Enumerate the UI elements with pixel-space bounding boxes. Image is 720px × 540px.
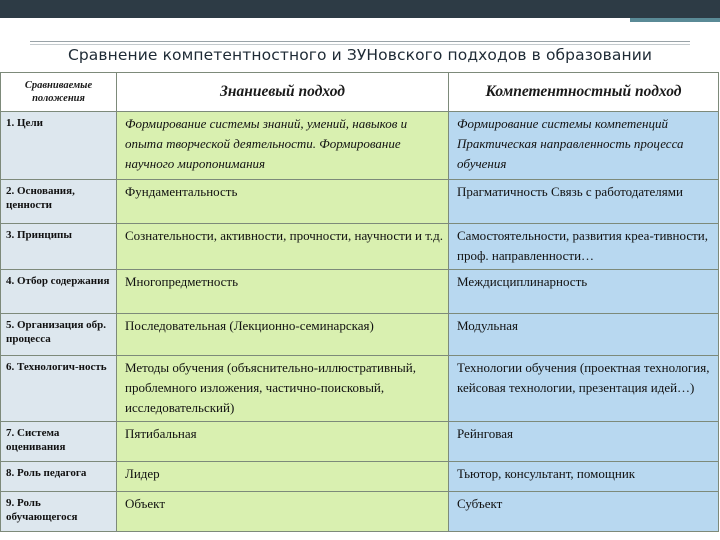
row-competence-cell: Междисциплинарность — [449, 270, 719, 314]
row-knowledge-cell: Последовательная (Лекционно-семинарская) — [117, 314, 449, 356]
row-competence-cell: Формирование системы компетенций Практическая направленность процесса обучения — [449, 112, 719, 180]
row-knowledge-cell: Сознательности, активности, прочности, научности и т.д. — [117, 224, 449, 270]
table-row — [1, 270, 719, 314]
row-criterion: 6. Технологич-ность — [1, 356, 117, 422]
table-row — [1, 422, 719, 462]
table-row — [1, 314, 719, 356]
table-row — [1, 224, 719, 270]
title-rule-secondary — [30, 44, 690, 45]
title-rule — [30, 41, 690, 42]
row-knowledge-cell: Методы обучения (объяснительно-иллюстративный, проблемного изложения, частично-поисковый, исследовательский) — [117, 356, 449, 422]
row-criterion: 4. Отбор содержания — [1, 270, 117, 314]
row-competence-cell: Субъект — [449, 492, 719, 532]
row-criterion: 1. Цели — [1, 112, 117, 180]
row-competence-cell: Тьютор, консультант, помощник — [449, 462, 719, 492]
header-competence-approach: Компетентностный подход — [449, 73, 719, 112]
table-row — [1, 356, 719, 422]
table-row — [1, 112, 719, 180]
row-competence-cell: Прагматичность Связь с работодателями — [449, 180, 719, 224]
row-competence-cell: Самостоятельности, развития креа-тивности, проф. направленности… — [449, 224, 719, 270]
row-competence-cell: Модульная — [449, 314, 719, 356]
row-criterion: 7. Система оценивания — [1, 422, 117, 462]
row-knowledge-cell: Объект — [117, 492, 449, 532]
row-knowledge-cell: Пятибальная — [117, 422, 449, 462]
table-row — [1, 492, 719, 532]
row-criterion: 3. Принципы — [1, 224, 117, 270]
top-accent-stripe — [630, 18, 720, 22]
row-knowledge-cell: Фундаментальность — [117, 180, 449, 224]
row-criterion: 2. Основания, ценности — [1, 180, 117, 224]
table-header-row — [1, 73, 719, 112]
row-criterion: 8. Роль педагога — [1, 462, 117, 492]
top-decorative-bar — [0, 0, 720, 18]
row-knowledge-cell: Лидер — [117, 462, 449, 492]
header-knowledge-approach: Знаниевый подход — [117, 73, 449, 112]
row-competence-cell: Технологии обучения (проектная технология, кейсовая технологии, презентация идей…) — [449, 356, 719, 422]
table-row — [1, 462, 719, 492]
header-criteria: Сравниваемые положения — [1, 73, 117, 112]
row-criterion: 9. Роль обучающегося — [1, 492, 117, 532]
row-knowledge-cell: Многопредметность — [117, 270, 449, 314]
row-knowledge-cell: Формирование системы знаний, умений, навыков и опыта творческой деятельности. Формирование научного миропонимания — [117, 112, 449, 180]
row-competence-cell: Рейнговая — [449, 422, 719, 462]
row-criterion: 5. Организация обр. процесса — [1, 314, 117, 356]
table-row — [1, 180, 719, 224]
comparison-table — [0, 72, 719, 532]
slide-title: Сравнение компетентностного и ЗУНовского подходов в образовании — [67, 46, 653, 64]
